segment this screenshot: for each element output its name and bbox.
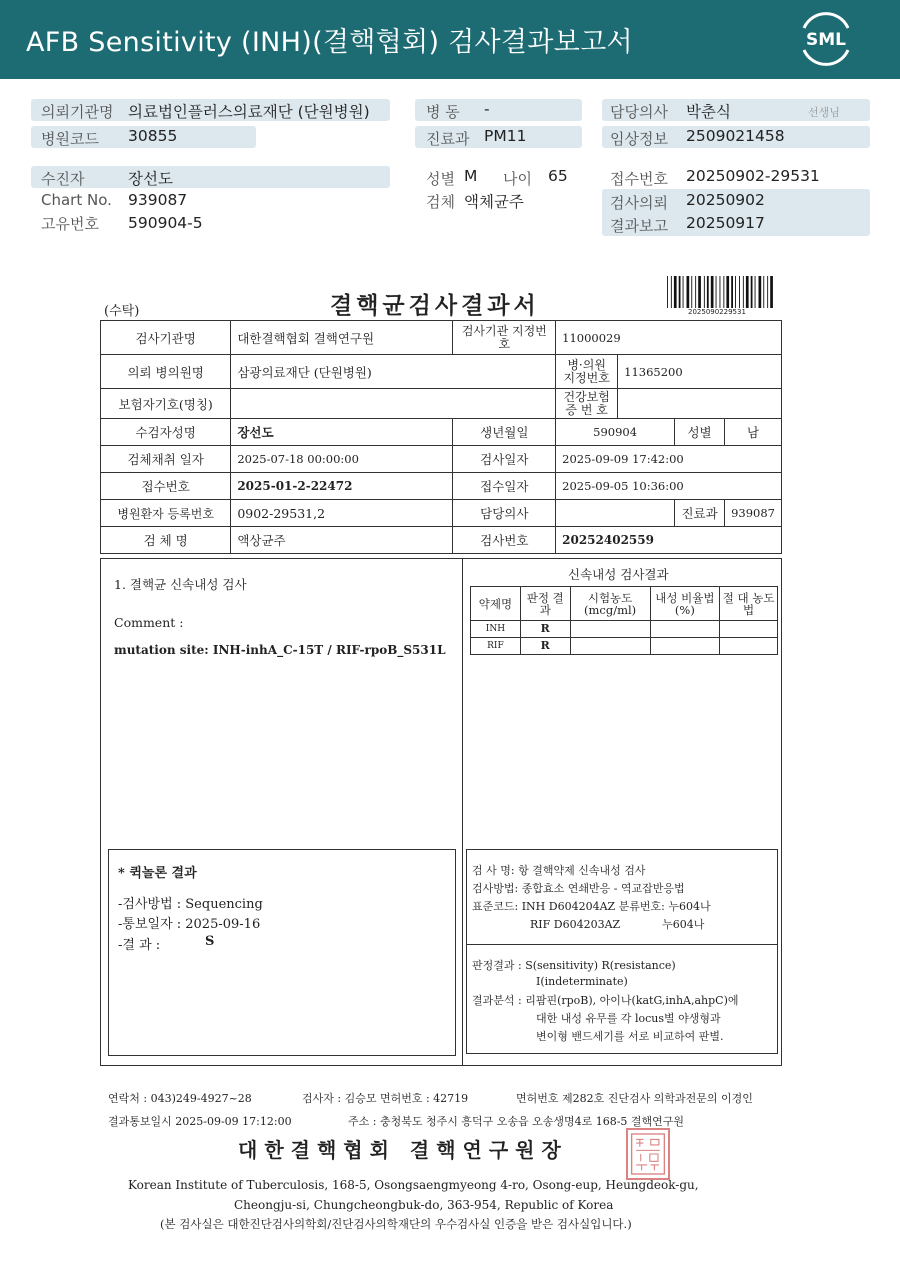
sex-value: M [464, 167, 478, 185]
doctor-value: 박춘식 [686, 103, 731, 121]
barcode-bar [671, 276, 672, 308]
chart-no-value: 939087 [128, 191, 188, 209]
official-seal-icon [626, 1128, 670, 1180]
unique-no-label: 고유번호 [41, 215, 99, 233]
table-row [101, 419, 782, 446]
table-row [101, 527, 782, 554]
report-date-value: 20250917 [686, 214, 765, 232]
institution-value: 의료법인플러스의료재단 (단원병원) [128, 103, 370, 121]
chart-no-label: Chart No. [41, 191, 112, 209]
sens-header: 판정 결과 [520, 587, 570, 621]
reg-no-label: 병원환자 등록번호 [101, 500, 231, 527]
empty-cell [720, 621, 778, 638]
receipt-date-value: 2025-09-05 10:36:00 [556, 473, 782, 500]
ref-hospital-value: 삼광의료재단 (단원병원) [231, 355, 556, 389]
table-row [471, 638, 778, 655]
institute-address: 주소 : 충청북도 청주시 흥덕구 오송읍 오송생명4로 168-5 결핵연구원 [348, 1115, 685, 1128]
dept-value: 939087 [725, 500, 782, 527]
barcode-bar [751, 276, 753, 308]
barcode-bar [711, 276, 714, 308]
barcode-icon [666, 276, 776, 308]
specialist-info: 면허번호 제282호 진단검사 의학과전문의 이경인 [516, 1092, 753, 1105]
insured-value [231, 389, 556, 419]
section-title: 1. 결핵균 신속내성 검사 [114, 577, 247, 592]
report-title: AFB Sensitivity (INH)(결핵협회) 검사결과보고서 [26, 27, 633, 58]
test-no-value: 20252402559 [556, 527, 782, 554]
sensitivity-table [470, 586, 778, 655]
drug-name: RIF [471, 638, 521, 655]
barcode-bar [716, 276, 717, 308]
birth-label: 생년월일 [453, 419, 556, 446]
barcode-bar [739, 276, 740, 308]
barcode-bar [735, 276, 736, 308]
lab-code-label: 검사기관 지정번호 [453, 321, 556, 355]
barcode-bar [667, 276, 668, 308]
english-address-line2: Cheongju-si, Chungcheongbuk-do, 363-954, Republic of Korea [234, 1198, 614, 1212]
lab-name-value: 대한결핵협회 결핵연구원 [231, 321, 453, 355]
barcode-bar [691, 276, 692, 308]
patient-value: 장선도 [128, 170, 173, 188]
header-bar [0, 0, 900, 79]
department-value: PM11 [484, 127, 527, 145]
request-date-value: 20250902 [686, 191, 765, 209]
unique-no-value: 590904-5 [128, 214, 203, 232]
table-row [471, 621, 778, 638]
table-row [101, 500, 782, 527]
method-line4: RIF D604203AZ 누604나 [530, 918, 705, 931]
barcode-bar [698, 276, 701, 308]
ref-hospital-label: 의뢰 병의원명 [101, 355, 231, 389]
empty-cell [720, 638, 778, 655]
report-date-label: 결과보고 [610, 217, 668, 235]
barcode-bar [723, 276, 724, 308]
ref-code-value: 11365200 [618, 355, 782, 389]
barcode-bar [707, 276, 709, 308]
empty-cell [570, 638, 650, 655]
barcode-bar [770, 276, 773, 308]
barcode-number: 2025090229531 [688, 308, 746, 316]
patient-name-label: 수검자성명 [101, 419, 231, 446]
sens-header: 내성 비율법(%) [650, 587, 720, 621]
barcode-bar [743, 276, 744, 308]
lab-code-value: 11000029 [556, 321, 782, 355]
barcode-bar [720, 276, 721, 308]
table-row [101, 389, 782, 419]
sensitivity-title: 신속내성 검사결과 [568, 567, 669, 582]
department-label: 진료과 [426, 130, 470, 148]
barcode-bar [731, 276, 733, 308]
drug-name: INH [471, 621, 521, 638]
method-separator [467, 944, 777, 945]
mutation-site: mutation site: INH-inhA_C-15T / RIF-rpoB_S531L [114, 643, 446, 657]
analysis-line3: 변이형 밴드세기를 서로 비교하여 판별. [536, 1030, 724, 1043]
form-doctor-label: 담당의사 [453, 500, 556, 527]
barcode-bar [674, 276, 677, 308]
institute-name: 대한결핵협회 결핵연구원장 [238, 1138, 568, 1162]
age-value: 65 [548, 167, 568, 185]
examiner-info: 검사자 : 김승모 면허번호 : 42719 [302, 1092, 469, 1105]
table-row [101, 446, 782, 473]
barcode-bar [767, 276, 768, 308]
barcode-bar [763, 276, 764, 308]
specimen-value: 액체균주 [464, 193, 524, 211]
barcode-bar [746, 276, 749, 308]
test-date-value: 2025-09-09 17:42:00 [556, 446, 782, 473]
receipt-no-value: 20250902-29531 [686, 167, 820, 185]
received-mark: (수탁) [104, 304, 140, 319]
method-line1: 검 사 명: 항 결핵약제 신속내성 검사 [472, 864, 646, 877]
test-date-label: 검사일자 [453, 446, 556, 473]
doctor-suffix: 선생님 [808, 106, 840, 119]
logo-text: SML [806, 30, 846, 50]
receipt-date-label: 접수일자 [453, 473, 556, 500]
barcode-bar [695, 276, 696, 308]
quinolone-method: -검사방법 : Sequencing [118, 897, 263, 912]
table-row [471, 587, 778, 621]
ward-value: - [484, 100, 490, 118]
barcode-bar [683, 276, 684, 308]
quinolone-result: S [205, 934, 215, 949]
judge-line2: I(indeterminate) [536, 975, 628, 988]
info-shade [31, 166, 390, 188]
quinolone-title: * 퀵놀론 결과 [118, 866, 197, 881]
judge-line1: 판정결과 : S(sensitivity) R(resistance) [472, 959, 676, 972]
barcode-bar [687, 276, 690, 308]
empty-cell [570, 621, 650, 638]
insured-label: 보험자기호(명칭) [101, 389, 231, 419]
institution-label: 의뢰기관명 [41, 103, 114, 121]
notify-date: 결과통보일시 2025-09-09 17:12:00 [108, 1115, 292, 1128]
reg-no-value: 0902-29531,2 [231, 500, 453, 527]
specimen-label: 검체 [426, 193, 455, 211]
barcode-bar [755, 276, 756, 308]
sml-logo-icon [796, 12, 856, 66]
table-row [101, 473, 782, 500]
form-sex-value: 남 [725, 419, 782, 446]
comment-label: Comment : [114, 615, 184, 630]
doctor-label: 담당의사 [610, 103, 668, 121]
barcode-bar [759, 276, 762, 308]
sens-header: 약제명 [471, 587, 521, 621]
barcode-bar [704, 276, 705, 308]
ward-label: 병 동 [426, 103, 460, 121]
analysis-line2: 대한 내성 유무를 각 locus별 야생형과 [536, 1012, 721, 1025]
sex-label: 성별 [426, 170, 455, 188]
hospital-code-label: 병원코드 [41, 130, 99, 148]
lab-name-label: 검사기관명 [101, 321, 231, 355]
empty-cell [650, 638, 720, 655]
table-row [101, 355, 782, 389]
patient-label: 수진자 [41, 170, 85, 188]
form-receipt-no-value: 2025-01-2-22472 [231, 473, 453, 500]
request-date-label: 검사의뢰 [610, 194, 668, 212]
collect-date-label: 검체채취 일자 [101, 446, 231, 473]
birth-value: 590904 [556, 419, 675, 446]
form-title: 결핵균검사결과서 [330, 292, 540, 319]
form-specimen-label: 검 체 명 [101, 527, 231, 554]
report-info-table [100, 320, 782, 554]
quinolone-date: -통보일자 : 2025-09-16 [118, 917, 261, 932]
collect-date-value: 2025-07-18 00:00:00 [231, 446, 453, 473]
form-receipt-no-label: 접수번호 [101, 473, 231, 500]
hospital-code-value: 30855 [128, 127, 178, 145]
clinical-info-value: 2509021458 [686, 127, 785, 145]
drug-result: R [520, 638, 570, 655]
table-row [101, 321, 782, 355]
test-no-label: 검사번호 [453, 527, 556, 554]
health-ins-label: 건강보험 증 번 호 [556, 389, 618, 419]
ref-code-label: 병·의원 지정번호 [556, 355, 618, 389]
contact-info: 연락처 : 043)249-4927~28 [108, 1092, 252, 1105]
method-line2: 검사방법: 종합효소 연쇄반응 - 역교잡반응법 [472, 882, 685, 895]
form-doctor-value [556, 500, 675, 527]
receipt-no-label: 접수번호 [610, 170, 668, 188]
result-divider [462, 558, 463, 1066]
age-label: 나이 [503, 170, 532, 188]
clinical-info-label: 임상정보 [610, 130, 668, 148]
analysis-line1: 결과분석 : 리팜핀(rpoB), 아이나(katG,inhA,ahpC)에 [472, 994, 739, 1007]
health-ins-value [618, 389, 782, 419]
sens-header: 시험농도 (mcg/ml) [570, 587, 650, 621]
barcode-bar [726, 276, 729, 308]
form-sex-label: 성별 [675, 419, 725, 446]
drug-result: R [520, 621, 570, 638]
empty-cell [650, 621, 720, 638]
barcode-bar [679, 276, 681, 308]
patient-name-value: 장선도 [231, 419, 453, 446]
form-specimen-value: 액상균주 [231, 527, 453, 554]
english-address-line1: Korean Institute of Tuberculosis, 168-5, Osongsaengmyeong 4-ro, Osong-eup, Heungdeok-gu, [128, 1178, 699, 1192]
quinolone-result-label: -결 과 : [118, 938, 161, 953]
sens-header: 절 대 농도법 [720, 587, 778, 621]
certification-note: (본 검사실은 대한진단검사의학회/진단검사의학재단의 우수검사실 인증을 받은 검사실입니다.) [160, 1217, 632, 1231]
method-line3: 표준코드: INH D604204AZ 분류번호: 누604나 [472, 900, 711, 913]
dept-label: 진료과 [675, 500, 725, 527]
